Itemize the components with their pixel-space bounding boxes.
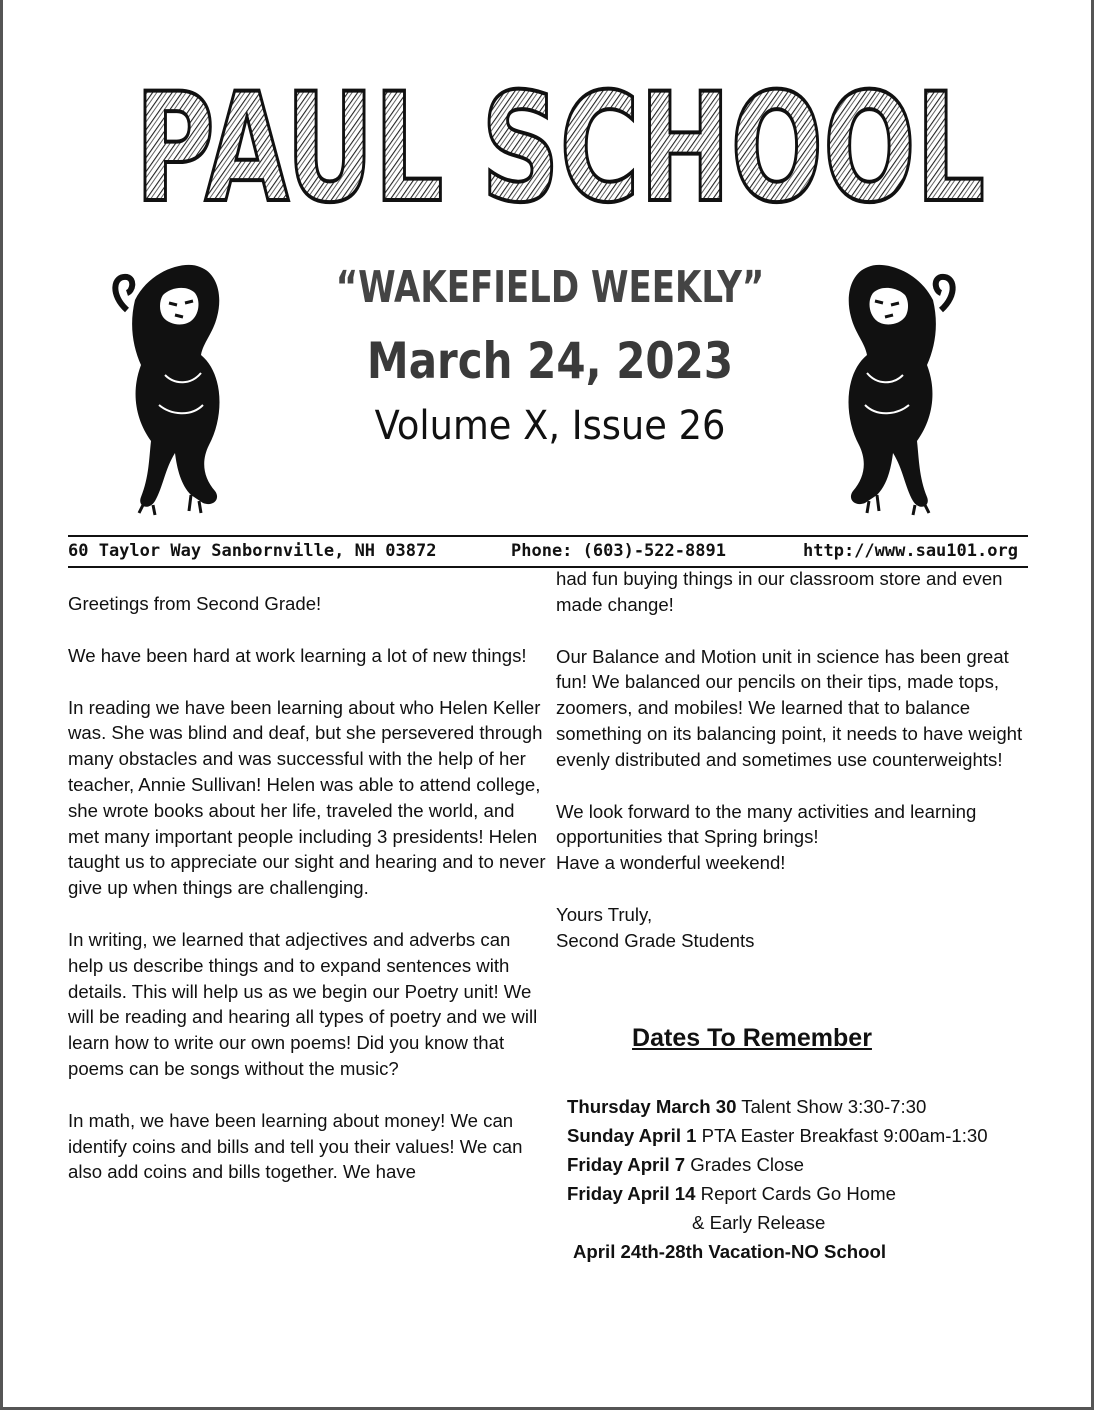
left-column xyxy=(68,591,548,1185)
school-phone: Phone: (603)-522-8891 xyxy=(511,541,726,561)
dates-list xyxy=(567,1092,988,1266)
date-when: Thursday March 30 xyxy=(567,1096,737,1117)
date-event: PTA Easter Breakfast 9:00am-1:30 xyxy=(696,1125,988,1146)
greeting-text: Greetings from Second Grade! xyxy=(68,593,322,614)
date-item xyxy=(567,1121,988,1150)
right-column xyxy=(556,566,1036,954)
paragraph-science: Our Balance and Motion unit in science has been great fun! We balanced our pencils on their tips, made tops, zoomers, and mobiles! We learned that to balance something on its balancing point, it needs to have weight evenly distributed and sometimes use counterweights! xyxy=(556,645,1023,770)
date-event: Report Cards Go Home xyxy=(695,1183,896,1204)
panther-mascot-right xyxy=(833,255,963,517)
masthead-title xyxy=(130,82,990,212)
date-when: Friday April 14 xyxy=(567,1183,696,1204)
paragraph-reading: In reading we have been learning about who Helen Keller was. She was blind and deaf, but she persevered through many obstacles and was successful with the help of her teacher, Annie Sullivan! Helen was able to attend college, she wrote books about her life, traveled the world, and met many important people including 3 presidents! Helen taught us to appreciate our sight and hearing and to never give up when things are challenging. xyxy=(68,696,546,899)
paragraph-math-continued: had fun buying things in our classroom store and even made change! xyxy=(556,568,1003,615)
dates-heading: Dates To Remember xyxy=(632,1024,872,1052)
paragraph-spring: We look forward to the many activities and learning opportunities that Spring brings! xyxy=(556,800,977,848)
date-when: Sunday April 1 xyxy=(567,1125,697,1146)
volume-issue: Volume X, Issue 26 xyxy=(374,403,726,449)
date-item xyxy=(567,1179,988,1208)
closing-text: Yours Truly, xyxy=(556,903,653,925)
date-event: Grades Close xyxy=(685,1154,804,1175)
school-website: http://www.sau101.org xyxy=(803,541,1018,561)
newsletter-name: “WAKEFIELD WEEKLY” xyxy=(335,262,765,313)
masthead-svg xyxy=(130,82,990,212)
paragraph-writing: In writing, we learned that adjectives and adverbs can help us describe things and to expand sentences with details. This will help us as we begin our Poetry unit! We will be reading and hearing all types of poetry and we will learn how to write our own poems! Did you know that poems can be songs without the music? xyxy=(68,928,538,1079)
panther-mascot-left xyxy=(105,255,235,517)
date-item xyxy=(567,1150,988,1179)
date-when: Friday April 7 xyxy=(567,1154,686,1175)
weekend-wish: Have a wonderful weekend! xyxy=(556,852,786,874)
contact-rule-top xyxy=(68,535,1028,537)
school-address: 60 Taylor Way Sanbornville, NH 03872 xyxy=(68,541,437,561)
date-event: Talent Show 3:30-7:30 xyxy=(736,1096,927,1117)
issue-date: March 24, 2023 xyxy=(366,332,734,390)
vacation-item: April 24th-28th Vacation-NO School xyxy=(573,1241,887,1262)
paragraph-intro: We have been hard at work learning a lot of new things! xyxy=(68,644,527,666)
date-item-continuation: & Early Release xyxy=(692,1212,826,1233)
date-item xyxy=(567,1092,988,1121)
paragraph-math: In math, we have been learning about money! We can identify coins and bills and tell you their values! We can also add coins and bills together. We have xyxy=(68,1109,523,1183)
signature-text: Second Grade Students xyxy=(556,929,755,951)
masthead-text: PAUL SCHOOL xyxy=(135,82,985,212)
